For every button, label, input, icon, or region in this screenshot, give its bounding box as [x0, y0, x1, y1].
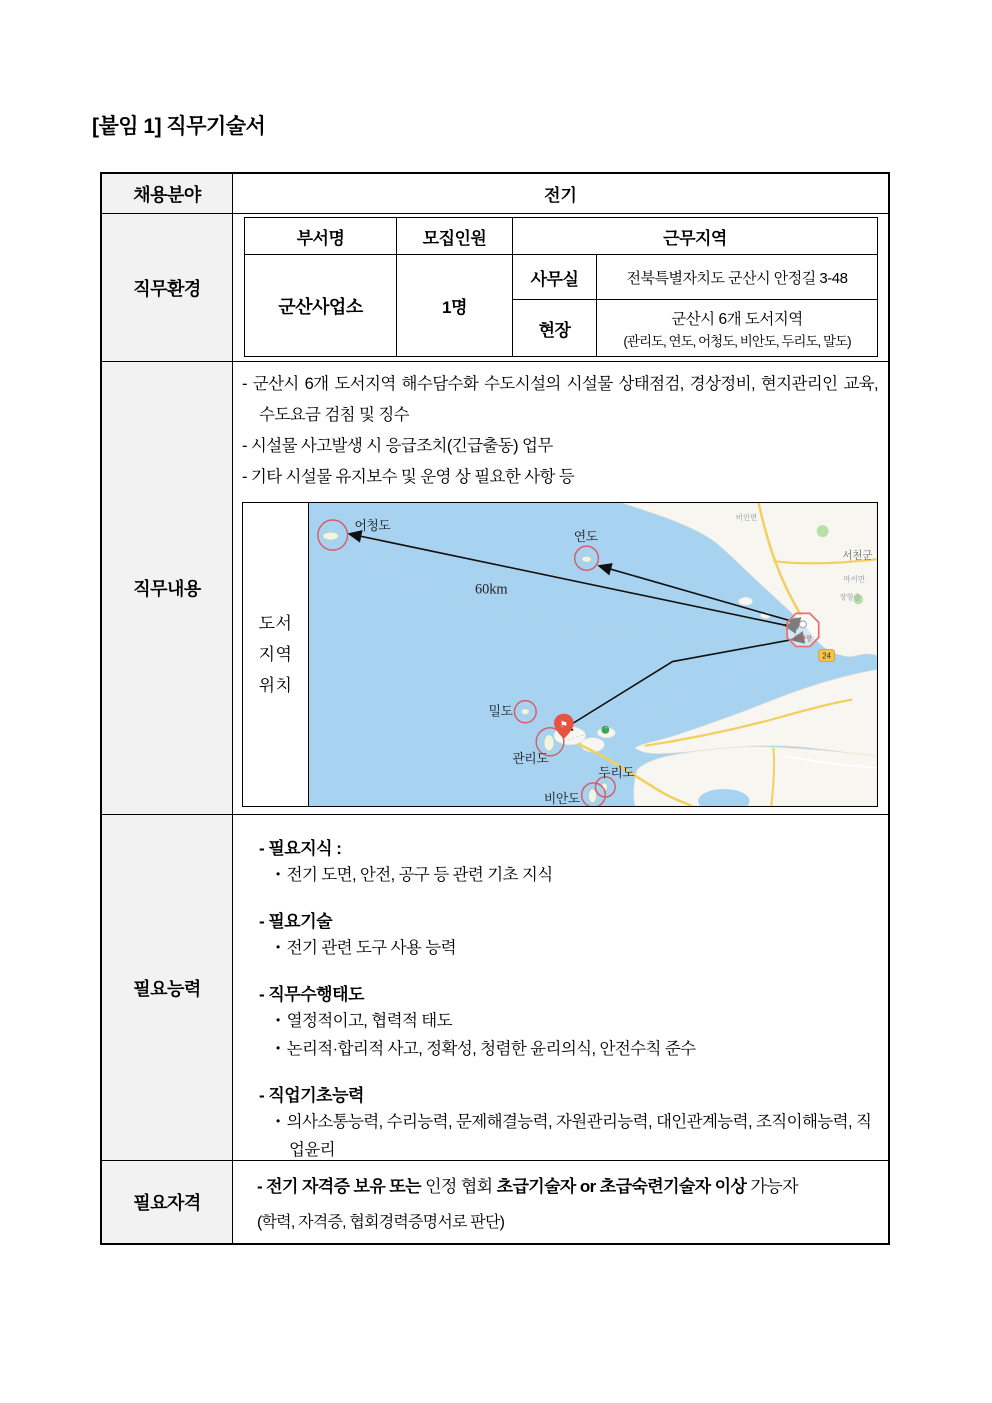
col-header-region: 근무지역	[513, 218, 878, 255]
ability-group-title: - 필요지식 :	[259, 839, 342, 858]
route-badge-label: 24	[822, 651, 832, 661]
ability-group-basic	[259, 1082, 874, 1164]
label-maseo: 마서면	[843, 574, 865, 584]
site-area	[597, 300, 878, 357]
label-biin: 비인면	[735, 513, 758, 523]
qualification-segment: 인정 협회	[425, 1177, 497, 1196]
job-content-bullet: - 군산시 6개 도서지역 해수담수화 수도시설의 시설물 상태점검, 경상정비, 현지관리인 교육, 수도요금 검침 및 징수	[242, 375, 878, 424]
label-biando: 비안도	[543, 790, 580, 806]
map-side-caption-line: 도서	[258, 614, 293, 633]
job-environment-label: 직무환경	[102, 214, 233, 361]
site-area-line1: 군산시 6개 도서지역	[671, 310, 803, 328]
environment-subtable	[244, 217, 878, 357]
office-label: 사무실	[513, 255, 597, 300]
qualification-segment: 초급기술자 or 초급숙련기술자 이상	[496, 1177, 751, 1196]
ability-group-title: - 필요기술	[259, 912, 333, 931]
distance-label: 60km	[474, 581, 508, 598]
row-job-content	[102, 362, 888, 815]
required-qualification-value	[233, 1161, 888, 1243]
islet	[739, 597, 753, 605]
job-content-bullet: - 기타 시설물 유지보수 및 운영 상 필요한 사항 등	[242, 468, 575, 486]
label-durido: 두리도	[598, 764, 635, 780]
label-mildo: 밀도	[488, 703, 513, 719]
col-header-dept: 부서명	[245, 218, 397, 255]
label-yeondo: 연도	[573, 529, 598, 545]
ability-group-knowledge	[259, 835, 874, 890]
ability-item: • 논리적·합리적 사고, 정확성, 청렴한 윤리의식, 안전수칙 준수	[259, 1036, 874, 1064]
ability-item: • 전기 도면, 안전, 공구 등 관련 기초 지식	[259, 862, 874, 890]
required-ability-value	[233, 815, 888, 1160]
dept-name: 군산사업소	[245, 255, 397, 357]
islet	[544, 735, 554, 751]
site-label: 현장	[513, 300, 597, 357]
recruit-field-label: 채용분야	[102, 174, 233, 213]
poi-green-icon	[601, 726, 609, 734]
qualification-line2: (학력, 자격증, 협회경력증명서로 판단)	[257, 1214, 505, 1231]
row-required-qualification	[102, 1161, 888, 1243]
label-janghang: 장항읍	[839, 592, 861, 602]
island-map-box	[242, 502, 878, 807]
ability-group-attitude	[259, 981, 874, 1064]
qualification-segment: 가능자	[750, 1177, 798, 1196]
ability-group-skill	[259, 908, 874, 963]
col-header-count: 모집인원	[397, 218, 513, 255]
row-job-environment	[102, 214, 888, 362]
site-area-line2: (관리도, 연도, 어청도, 비안도, 두리도, 말도)	[623, 333, 851, 349]
job-content-value	[233, 362, 888, 814]
qualification-segment: - 전기 자격증 보유 또는	[257, 1177, 426, 1196]
required-qualification-label: 필요자격	[102, 1161, 233, 1243]
flag-glyph-icon: ⚑	[559, 719, 568, 730]
row-recruit-field	[102, 174, 888, 214]
row-required-ability	[102, 815, 888, 1161]
recruit-field-value: 전기	[544, 186, 577, 205]
job-environment-value	[233, 214, 888, 361]
port-dot-icon	[799, 621, 806, 628]
job-description-table	[100, 172, 890, 1245]
park	[817, 525, 829, 537]
islands-map	[309, 503, 877, 806]
map-side-caption-line: 지역	[258, 645, 293, 664]
islet	[323, 532, 339, 540]
ability-group-title: - 직업기초능력	[259, 1086, 364, 1105]
ability-group-title: - 직무수행태도	[259, 985, 364, 1004]
job-content-label: 직무내용	[102, 362, 233, 814]
required-ability-label: 필요능력	[102, 815, 233, 1160]
islet	[582, 556, 592, 562]
gunsan-port-label: 군산항	[793, 635, 813, 643]
label-gwallido: 관리도	[512, 750, 549, 766]
headcount: 1명	[397, 255, 513, 357]
ability-item: • 열정적이고, 협력적 태도	[259, 1008, 874, 1036]
job-content-bullet: - 시설물 사고발생 시 응급조치(긴급출동) 업무	[242, 437, 553, 455]
label-seocheon: 서천군	[842, 551, 873, 563]
ability-item: • 의사소통능력, 수리능력, 문제해결능력, 자원관리능력, 대인관계능력, 조직이해능력, 직업윤리	[259, 1109, 874, 1164]
label-eocheongdo: 어청도	[354, 517, 391, 534]
office-address: 전북특별자치도 군산시 안정길 3-48	[597, 255, 878, 300]
qualification-line1	[257, 1174, 876, 1200]
islands-map-svg	[309, 503, 877, 806]
map-side-caption-line: 위치	[258, 676, 293, 695]
map-side-caption	[243, 503, 309, 806]
ability-item: • 전기 관련 도구 사용 능력	[259, 935, 874, 963]
page-title: [붙임 1] 직무기술서	[92, 115, 266, 138]
islet	[589, 789, 597, 803]
islet	[521, 709, 529, 715]
